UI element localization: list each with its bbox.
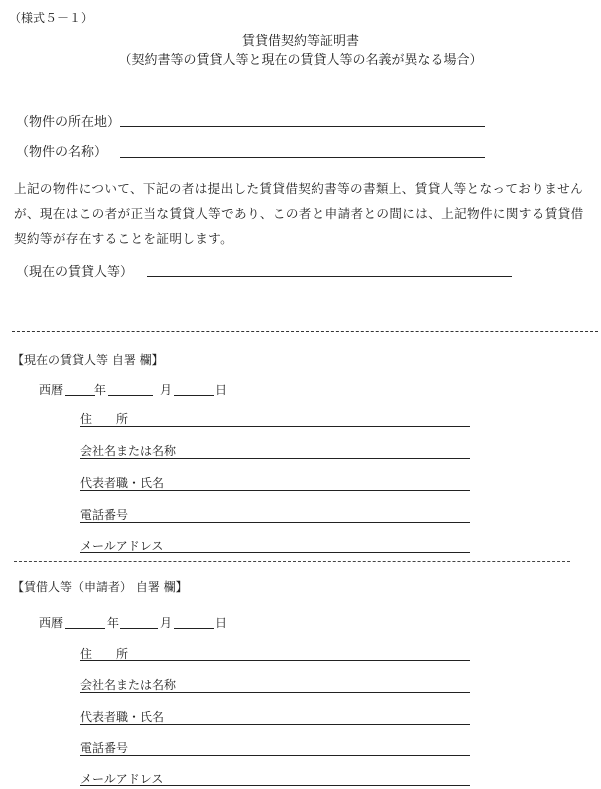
document-subtitle: （契約書等の賃貸人等と現在の賃貸人等の名義が異なる場合） <box>118 53 483 68</box>
section2-email-line[interactable] <box>80 785 470 786</box>
section1-email-line[interactable] <box>80 552 470 553</box>
section2-email-label: メールアドレス <box>80 772 164 786</box>
property-location-line[interactable] <box>120 126 485 127</box>
certification-paragraph: 上記の物件について、下記の者は提出した賃貸借契約書等の書類上、賃貸人等となっておりませんが、現在はこの者が正当な賃貸人等であり、この者と申請者との間には、上記物件に関する賃貸借契約等が存在することを証明します。 <box>14 181 584 246</box>
section2-address-label: 住 所 <box>80 647 129 661</box>
section1-day-label: 日 <box>215 383 228 397</box>
section2-year-label: 年 <box>107 616 120 630</box>
section2-day-line[interactable] <box>174 628 214 629</box>
section1-era-label: 西暦 <box>39 383 64 397</box>
section1-month-label: 月 <box>160 383 173 397</box>
property-name-label: （物件の名称） <box>16 145 108 160</box>
section1-heading: 【現在の賃貸人等 自署 欄】 <box>12 353 164 367</box>
section2-representative-label: 代表者職・氏名 <box>80 710 165 724</box>
section1-address-line[interactable] <box>80 426 470 427</box>
section1-phone-label: 電話番号 <box>80 508 129 522</box>
property-location-label: （物件の所在地） <box>16 115 121 130</box>
section1-day-line[interactable] <box>174 395 214 396</box>
section2-company-line[interactable] <box>80 692 470 693</box>
section2-address-line[interactable] <box>80 660 470 661</box>
document-title: 賃貸借契約等証明書 <box>241 34 359 49</box>
section1-email-label: メールアドレス <box>80 539 164 553</box>
section2-day-label: 日 <box>215 616 228 630</box>
form-label: （様式５－１） <box>9 11 94 25</box>
section1-address-label: 住 所 <box>80 412 129 426</box>
section1-company-label: 会社名または名称 <box>80 444 177 458</box>
section2-company-label: 会社名または名称 <box>80 678 177 692</box>
section1-year-line[interactable] <box>65 395 95 396</box>
section1-phone-line[interactable] <box>80 522 470 523</box>
section1-month-line[interactable] <box>108 395 153 396</box>
section2-era-label: 西暦 <box>39 616 64 630</box>
section2-year-line[interactable] <box>65 628 105 629</box>
section1-company-line[interactable] <box>80 458 470 459</box>
section1-year-label: 年 <box>94 383 107 397</box>
current-lessor-line[interactable] <box>147 276 512 277</box>
section1-representative-label: 代表者職・氏名 <box>80 476 165 490</box>
section-separator-dashdot <box>14 561 570 562</box>
section2-heading: 【賃借人等（申請者） 自署 欄】 <box>12 580 188 594</box>
section2-representative-line[interactable] <box>80 724 470 725</box>
section-separator-dashed <box>12 331 598 332</box>
current-lessor-label: （現在の賃貸人等） <box>16 265 134 280</box>
property-name-line[interactable] <box>120 157 485 158</box>
section1-representative-line[interactable] <box>80 490 470 491</box>
section2-month-line[interactable] <box>120 628 158 629</box>
section2-phone-label: 電話番号 <box>80 741 129 755</box>
section2-month-label: 月 <box>160 616 173 630</box>
section2-phone-line[interactable] <box>80 755 470 756</box>
